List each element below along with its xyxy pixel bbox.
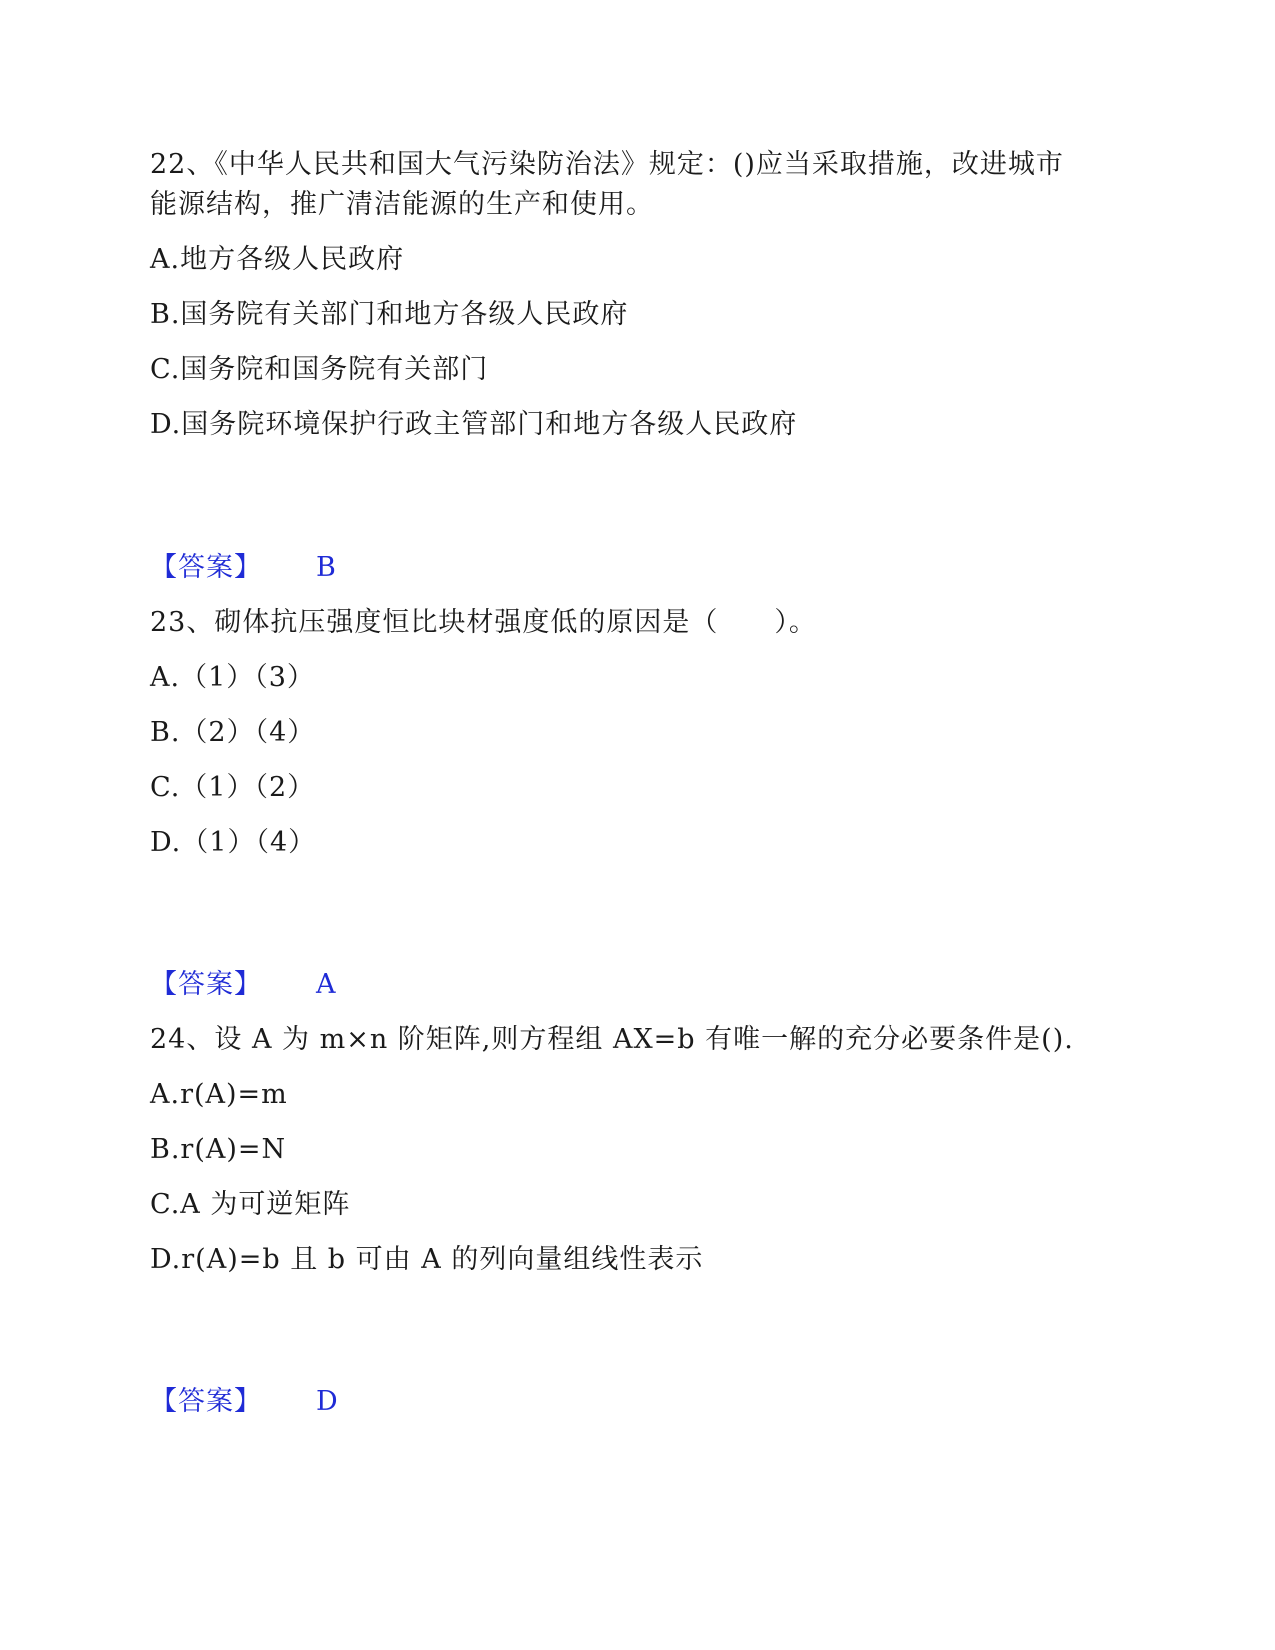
question-23-answer xyxy=(150,965,337,1005)
answer-label: 【答案】 xyxy=(150,969,262,1000)
question-23-option-b: B.（2）（4） xyxy=(150,717,316,748)
answer-value: B xyxy=(316,552,337,583)
question-23-option-a: A.（1）（3） xyxy=(150,662,315,693)
question-24-option-c: C.A 为可逆矩阵 xyxy=(150,1189,351,1220)
question-24-option-a: A.r(A)=m xyxy=(150,1079,288,1110)
question-22-option-d: D.国务院环境保护行政主管部门和地方各级人民政府 xyxy=(150,409,798,440)
question-23-stem-line1: 23、砌体抗压强度恒比块材强度低的原因是（ ）。 xyxy=(150,607,817,638)
answer-label: 【答案】 xyxy=(150,552,262,583)
question-22-option-a: A.地方各级人民政府 xyxy=(150,244,405,275)
question-22-stem-line2: 能源结构，推广清洁能源的生产和使用。 xyxy=(150,189,654,220)
answer-value: A xyxy=(316,969,337,1000)
question-23-option-d: D.（1）（4） xyxy=(150,827,317,858)
question-22-option-b: B.国务院有关部门和地方各级人民政府 xyxy=(150,299,629,330)
answer-value: D xyxy=(316,1386,339,1417)
question-24-answer xyxy=(150,1382,339,1422)
question-24-option-b: B.r(A)=N xyxy=(150,1134,287,1165)
question-22-stem-line1: 22、《中华人民共和国大气污染防治法》规定：()应当采取措施，改进城市 xyxy=(150,149,1064,180)
question-24-option-d: D.r(A)=b 且 b 可由 A 的列向量组线性表示 xyxy=(150,1244,704,1275)
question-24-stem-line1: 24、设 A 为 m×n 阶矩阵,则方程组 AX=b 有唯一解的充分必要条件是(). xyxy=(150,1024,1074,1055)
question-23-option-c: C.（1）（2） xyxy=(150,772,316,803)
question-22-option-c: C.国务院和国务院有关部门 xyxy=(150,354,489,385)
answer-label: 【答案】 xyxy=(150,1386,262,1417)
question-22-answer xyxy=(150,548,337,588)
